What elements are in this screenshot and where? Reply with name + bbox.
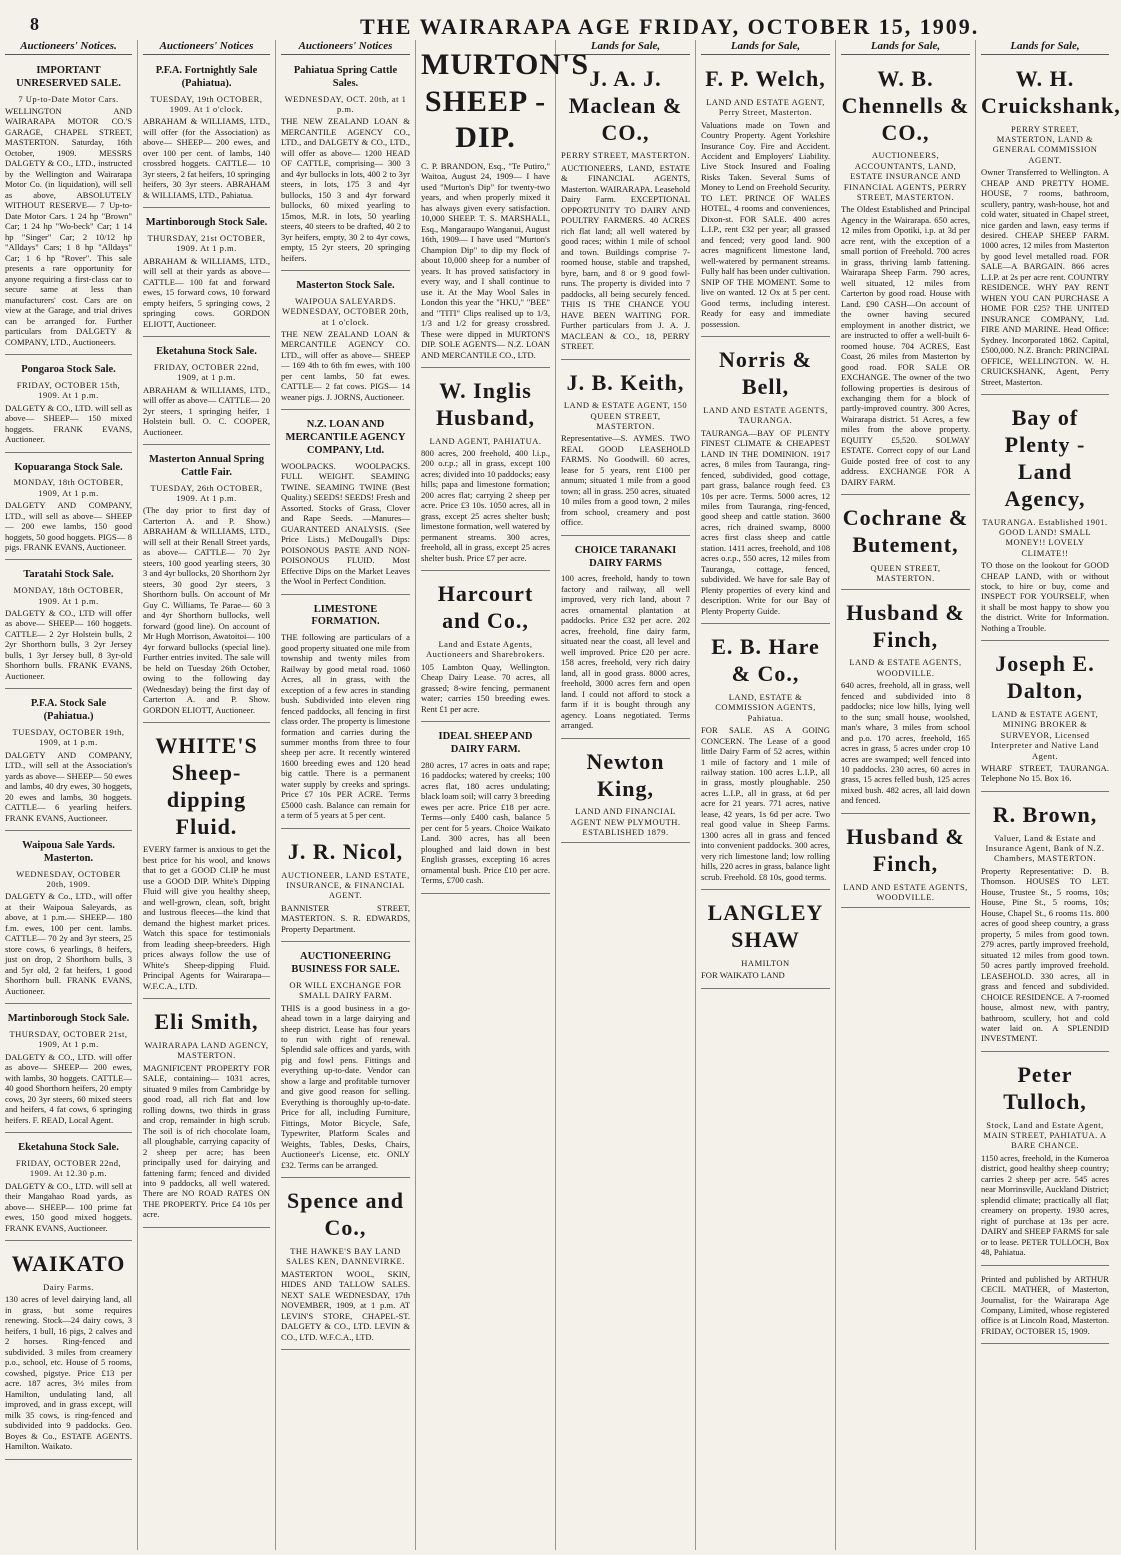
page-number: 8 [30,14,39,34]
ad-body: 640 acres, freehold, all in grass, well fenced and subdivided into 8 paddocks; nice low hills, lying well to the sun; small house, woolshed, man's whare, 3 miles from school and p.o. 170 acres, freehold, 165 acres in grass, 5 acres under crop 10 acres are swamped; well fenced into 10 paddocks. 230 acres, 60 acres in grass, 15 acres felled bush, 125 acres mixed bush. 482 acres, all laid down and fenced. [841,680,970,806]
ad-title: Husband & Finch, [846,823,965,876]
column-header: Auctioneers' Notices [281,40,410,55]
ad-body: FOR WAIKATO LAND [701,970,785,981]
ad-body: Printed and published by ARTHUR CECIL MATHER, of Masterton, Journalist, for the Wairarapa Age Company, Limited, whose registered office is at Lincoln Road, Masterton. FRIDAY, OCTOBER 15, 1909. [981,1273,1109,1336]
ad-title: J. R. Nicol, [287,838,404,864]
ad-body: DALGETY & CO., LTD. will sell at their Mangahao Road yards, as above— SHEEP— 100 prime fat ewes, 150 good mixed hoggets. FRANK EVANS, Auctioneer. [5,1180,132,1233]
advertisement [561,742,690,844]
ad-subtitle: AUCTIONEER, LAND ESTATE, INSURANCE, & FINANCIAL AGENT. [281,869,410,901]
ad-subtitle: LAND AGENT, PAHIATUA. [429,435,542,446]
advertisement [841,817,970,908]
advertisement [5,1244,132,1459]
ad-subtitle: FRIDAY, OCTOBER 22nd, 1909, at 1 p.m. [153,361,260,383]
ad-title: Spence and Co., [287,1188,404,1241]
ad-body: TAURANGA—BAY OF PLENTY FINEST CLIMATE & CHEAPEST LAND IN THE DOMINION. 1917 acres, 8 miles from Tauranga, ring-fenced, subdivided, good cottage, part grass, balance rough feed. £3 10s per acre. Terms. 5000 acres, 12 miles from Tauranga, ring-fenced, good sheep and cattle station. 3600 acres, rich drained swamp, 8000 acres first class sheep and cattle station. 1411 acres, freehold, and 108 acres o.r.p., 550 acres, 12 miles from Tauranga, cottage, fenced, subdivided. We have for sale Bay of Plenty properties of every kind and description. Write for our Bay of Plenty Property Guide. [701,427,830,616]
ad-body: DALGETY AND COMPANY, LTD., will sell as above— SHEEP— 200 ewe lambs, 150 good hoggets, 50 good hoggets. PIGS— 8 pigs. FRANK EVANS, Auctioneer. [5,500,132,552]
ad-subtitle: PERRY STREET, MASTERTON, LAND & GENERAL COMMISSION AGENT. [992,123,1098,165]
ad-body: WELLINGTON AND WAIRARAPA MOTOR CO.'S GARAGE, CHAPEL STREET, MASTERTON. Saturday, 16th October, 1909. MESSRS DALGETY & CO., LTD., instructed by the Wellington and Wairarapa Motor Co. (in liquidation), will sell as above, ABSOLUTELY WITHOUT RESERVE— 7 Up-to-Date Motor Cars. 1 24 hp "Brown" Car; 1 24 hp "Wo-beck" Car; 1 14 hp "Singer" Car; 2 10/12 hp "Alldays" Cars; 1 8 hp "Alldays" Car; 1 6 hp "Rover". This sale presents a rare opportunity for anyone requiring a first-class car to secure same at less than manufacturers' cost. Cars are on view at the Garage, and trial drives can be arranged for. Further particulars from DALGETY & COMPANY, LTD., Auctioneers. [5,105,132,347]
ad-body: Property Representative: D. B. Thomson. HOUSES TO LET. House, Trustee St., 5 rooms, 10s; House, Pine St., 5 rooms, 10s; House, Chapel St., 6 rooms 11s. 800 acres of good sheep country, a grass property, 5 miles from good town. 279 acres, partly improved freehold, situated 12 miles from good town. 50 acres partly improved freehold. LEASEHOLD. 330 acres, all in grass and fenced and subdivided. CHOICE RESIDENCE. A 7-roomed house, almost new, with pantry, bathroom, scullery, hot and cold water laid on. A SPLENDID INVESTMENT. [981,865,1109,1044]
advertisement [281,945,410,1178]
ad-subtitle: AUCTIONEERS, ACCOUNTANTS, LAND, ESTATE INSURANCE AND FINANCIAL AGENTS, PERRY STREET, MASTERTON. [843,150,968,202]
ad-body: ABRAHAM & WILLIAMS, LTD., will offer (for the Association) as above— SHEEP— 200 ewes, and over 100 per cent. of lambs, 140 crossbred hoggets. CATTLE— 10 3yr steers, 2 fat heifers, 10 springing heifers, 30 3yr steers. ABRAHAM & WILLIAMS, LTD., Pahiatua. [143,116,270,200]
ad-title: P.F.A. Fortnightly Sale (Pahiatua). [155,65,258,89]
ad-body: (The day prior to first day of Carterton A. and P. Show.) ABRAHAM & WILLIAMS, LTD., will sell at their Renall Street yards, as above— CATTLE— 70 2yr steers, 100 good yearling steers, 30 3 and 4yr bullocks, 20 Shorthorn 2yr steers, 30 good 2yr steers, 3 Shorthorn bulls. On account of Mr Guy C. Williams, Te Parae— 60 3 and 4yr Shorthorn bullocks, well forward (good line). On account of Mr Hugh Morrison, Awatoitoi— 100 4yr forward bullocks (special line). Further entries invited. The sale will be held on Tuesday 26th October, owing to the following day (Wednesday) being the first day of Carterton A. and P. Show. GORDON ELIOTT, Auctioneer. [143,505,270,715]
column-header: Lands for Sale, [841,40,970,55]
ad-subtitle: WEDNESDAY, OCTOBER 20th, 1909. [16,868,121,890]
ad-title: Norris & Bell, [719,347,812,400]
ad-subtitle: THURSDAY, OCTOBER 21st, 1909, At 1 p.m. [9,1029,128,1050]
advertisement [281,832,410,942]
ad-body: ABRAHAM & WILLIAMS, LTD., will sell at their yards as above— CATTLE— 100 fat and forward ewes, 15 forward cows, 10 forward empty heifers, 5 springing cows, 2 springing cows. GORDON ELIOTT, Auctioneer. [143,255,270,329]
ad-body: 100 acres, freehold, handy to town factory and railway, all well improved, very rich land, about 7 acres ornamental plantation at paddocks. Price £32 per acre. 202 acres, freehold, fine dairy farm, situated near the coast, all level and well improved. Price £20 per acre. 158 acres, freehold, very rich dairy land, all in good grass. 8000 acres, freehold, 3000 acres fern and open land. I could not afford to stock a farm if it is bought through any agency. Loans negotiated. Terms arranged. [561,573,690,731]
ad-subtitle: QUEEN STREET, MASTERTON. [870,563,941,584]
ad-title: E. B. Hare & Co., [711,634,820,687]
ad-title: F. P. Welch, [705,66,826,91]
advertisement [841,498,970,589]
column-header: Auctioneers' Notices [143,40,270,55]
ad-title: Taratahi Stock Sale. [23,569,114,581]
ad-body: 800 acres, 200 freehold, 400 l.i.p., 200 o.r.p.; all in grass, except 100 acres; divided into 10 paddocks; easy hills; papa and limestone formation; 200 acres flat; carrying 2 sheep per acre. Price £3 10s. 1050 acres, all in grass, except 25 acres shelter bush; limestone formation, well watered by permanent streams. 300 acres, freehold, all in grass, except 25 acres shelter bush. Price £7 per acre. [421,448,550,563]
ad-title: LANGLEY SHAW [707,900,824,953]
ad-subtitle: Land and Estate Agents, Auctioneers and Sharebrokers. [425,638,546,660]
ad-title: J. A. J. Maclean & CO., [568,66,683,145]
ad-subtitle: LAND & ESTATE AGENT, 150 QUEEN STREET, MASTERTON. [563,400,688,432]
ad-title: Eketahuna Stock Sale. [156,346,257,358]
advertisement [981,1269,1109,1345]
advertisement [5,456,132,561]
advertisement [5,59,132,355]
ad-body: 105 Lambton Quay, Wellington. Cheap Dairy Lease. 70 acres, all grassed; 8-wire fencing, permanent water; carries 150 breeding ewes. Rent £1 per acre. [421,661,550,714]
advertisement [561,59,690,360]
ad-body: MAGNIFICENT PROPERTY FOR SALE, containing— 1031 acres, situated 9 miles from Cambridge by good road, all rich flat and low rolling downs, two thirds in grass and crop, remainder in high scrub. The soil is of rich chocolate loam, all ploughable, carrying capacity of 2 sheep per acre; has been principally used for dairying and fattening farm; fenced and divided into 9 paddocks, all well watered. There are NO ROAD RATES ON THE PROPERTY. Price £4 10s per acre. [143,1062,270,1220]
ad-title: Bay of Plenty - Land Agency, [1004,405,1086,511]
ad-body: THE NEW ZEALAND LOAN & MERCANTILE AGENCY CO., LTD., and DALGETY & CO., LTD., will offer as above— 1200 HEAD OF CATTLE, comprising— 300 3 and 4yr bullocks in lots, 400 2 to 3yr steers, in lots, 175 3 and 4yr bullocks, 150 3 and 4yr forward bullocks, 60 mixed yearling to 15mos, M.R. in lots, 50 yearling steers, 40 steers to be drafted, 40 2 to 3yr heifers, empty, 30 2 to 4yr cows, empty, 15 2yr steers, 20 springing heifers. [281,116,410,263]
advertisement [421,574,550,722]
ad-title: W. B. Chennells & CO., [841,66,970,145]
ad-body: C. P. BRANDON, Esq., "Te Putiro," Waitoa, August 24, 1909— I have used "Murton's Dip" for twenty-two years, and when properly mixed it has always given every satisfaction. 10,000 SHEEP. T. S. MARSHALL, Esq., Mangaraupo Wanganui, August 16th, 1909— I have used "Murton's Champion Dip" to dip my flock of about 10,000 sheep for a number of years. It has proved satisfactory in every way, and I shall continue to use it. At the May Wool Sales in London this year the "HKU," "BEE" and "TITI" Clips realised up to 1/3, 1/3 and 1/2 for greasy crossbred. These were dipped in MURTON'S DIP. SOLE AGENTS— N.Z. LOAN AND MERCANTILE CO., LTD. [421,160,550,360]
advertisement [143,340,270,445]
ad-title: Husband & Finch, [846,599,965,652]
ad-title: Joseph E. Dalton, [995,651,1095,704]
advertisement [981,1055,1109,1266]
advertisement [143,1002,270,1228]
advertisement [143,211,270,337]
column-header: Lands for Sale, [981,40,1109,55]
ad-title: WHITE'S Sheep-dipping Fluid. [155,733,258,839]
ad-subtitle: HAMILTON [741,957,790,968]
ad-title: Kopuaranga Stock Sale. [14,461,123,473]
ad-subtitle: MONDAY, 18th OCTOBER, 1909. At 1 p.m. [13,585,124,606]
ad-subtitle: THURSDAY, 21st OCTOBER, 1909. At 1 p.m. [147,232,266,254]
column-7 [836,40,976,1550]
ad-title: J. B. Keith, [566,369,685,395]
ad-title: Eli Smith, [154,1009,259,1035]
advertisement [421,371,550,571]
advertisement [281,598,410,829]
ad-body: DALGETY AND COMPANY, LTD., will sell at the Association's yards as above— SHEEP— 50 ewes and lambs, 40 dry ewes, 30 hoggets, 20 ewes and lambs, 30 hoggets. CATTLE— 6 yearling heifers. FRANK EVANS, Auctioneer. [5,749,132,823]
ad-title: MURTON'S SHEEP - DIP. [421,48,590,155]
ad-body: 280 acres, 17 acres in oats and rape; 16 paddocks; watered by creeks; 100 acres flat, 180 acres undulating; black loam soil; will carry 3 breeding ewes per acre. Price £18 per acre. Terms—only £400 cash, balance 5 per cent for 5 years. Choice Waikato Land. 300 acres, has all been ploughed and laid down in best English grasses, excepting 16 acres ornamental bush. Price £10 per acre. Terms, £700 cash. [421,759,550,886]
ad-title: Waipoua Sale Yards. Masterton. [22,840,115,864]
column-6 [696,40,836,1550]
advertisement [281,274,410,410]
ad-subtitle: TAURANGA. Established 1901. GOOD LAND! SMALL MONEY!! LOVELY CLIMATE!! [982,516,1108,558]
column-header: Lands for Sale, [561,40,690,55]
ad-title: Newton King, [586,748,665,801]
ad-body: Valuations made on Town and Country Property. Agent Yorkshire Insurance Coy. Fire and Accident. Accident and Employers' Liability. Live Stock Insured and Foaling Risks Taken. Several Sums of Money to Lend on Freehold Security. TO LET. PRINCE OF WALES HOTEL, 4 rooms and conveniences, Dixon-st. FOR SALE. 400 acres L.I.P., rent £32 per year; all grassed and fenced; very good land. 900 acres magnificent limestone land, well-watered by permanent streams. Fully half has been under cultivation. SNIP OF THE MOMENT. Some to live on wanted. 12 Ox at 5 per cent. Good terms, including interest. Ready for easy and immediate possession. [701,119,830,329]
ad-subtitle: MONDAY, 18th OCTOBER, 1909, At 1 p.m. [13,477,124,498]
column-header: Lands for Sale, [701,40,830,55]
ad-title: Eketahuna Stock Sale. [18,1142,119,1154]
ad-body: 130 acres of level dairying land, all in grass, but some requires renewing. Stock—24 dairy cows, 3 heifers, 1 bull, 16 pigs, 2 calves and 2 horses. Ring-fenced and subdivided. 3 miles from creamery p.o., school, etc. House of 5 rooms, cowshed, pigstye. Price £13 per acre. 187 acres, 3½ miles from Hamilton, undulating land, all improved, and in grass except, will milk 35 cows, is ring-fenced and subdivided into 9 paddocks. Geo. Boyes & Co., ESTATE AGENTS. Hamilton. Waikato. [5,1294,132,1452]
advertisement [981,795,1109,1052]
advertisement [5,692,132,831]
ad-subtitle: Dairy Farms. [43,1281,94,1292]
advertisement [281,59,410,271]
ad-subtitle: LAND AND FINANCIAL AGENT NEW PLYMOUTH. ESTABLISHED 1879. [570,806,681,838]
column-3 [276,40,416,1550]
ad-subtitle: WAIPOUA SALEYARDS. WEDNESDAY, OCTOBER 20th, at 1 o'clock. [281,295,410,327]
advertisement [701,340,830,624]
ad-body: MASTERTON WOOL, SKIN, HIDES AND TALLOW SALES. NEXT SALE WEDNESDAY, 17th NOVEMBER, 1909, at 1 p.m. AT LEVIN'S STORE, CHAPEL-ST. DALGETY & CO., LTD. LEVIN & CO., LTD. W.F.C.A., LTD. [281,1268,410,1342]
ad-title: IMPORTANT UNRESERVED SALE. [16,65,121,89]
ad-body: Owner Transferred to Wellington. A CHEAP AND PRETTY HOME. HOUSE, 7 rooms, bathroom, scullery, pantry, wash-house, hot and cold water, situated in Chapel street, nice garden and lawn, easy terms if desired. CHEAP SHEEP FARM. 1000 acres, 12 miles from Masterton by good level metalled road. FOR SALE—A BARGAIN. 866 acres L.I.P. at 2s per acre rent. COUNTRY RESIDENCE. WHY PAY RENT WHEN YOU CAN PURCHASE A HOME FOR £25? THE UNITED INSURANCE COMPANY, Ltd. FIRE AND MARINE. Head Office: Sydney. Incorporated 1862. Capital, £500,000. N.Z. Branch: PRINCIPAL OFFICE, WELLINGTON. W. H. CRUICKSHANK, Agent, Perry Street, Masterton. [981,167,1109,387]
advertisement [701,893,830,989]
advertisement [143,59,270,208]
newspaper-title: THE WAIRARAPA AGE FRIDAY, OCTOBER 15, 1909. [360,14,980,39]
ad-subtitle: TUESDAY, OCTOBER 19th, 1909, at 1 p.m. [12,726,125,748]
ad-body: Representative—S. AYMES. TWO REAL GOOD LEASEHOLD FARMS. No Goodwill. 60 acres, lease for 5 years, rent £100 per annum; situated 1 mile from a good town; all in grass. 250 acres, situated 10 miles from a good town, 2 miles from school, creamery and post office. [561,433,690,528]
advertisement [841,593,970,814]
ad-subtitle: LAND & ESTATE AGENT, MINING BROKER & SURVEYOR, Licensed Interpreter and Native Land Agent. [990,709,1100,761]
advertisement [5,1007,132,1133]
advertisement [143,726,270,999]
ad-title: IDEAL SHEEP AND DAIRY FARM. [438,731,533,755]
ad-title: R. Brown, [992,801,1098,827]
column-2 [138,40,276,1550]
ad-subtitle: Valuer, Land & Estate and Insurance Agent, Bank of N.Z. Chambers, MASTERTON. [985,832,1105,864]
ad-body: ABRAHAM & WILLIAMS, LTD., will offer as above— CATTLE— 20 2yr steers, 1 springing heifer, 1 Holstein bull. O. C. COOPER, Auctioneer. [143,384,270,437]
ad-subtitle: LAND AND ESTATE AGENTS, TAURANGA. [703,404,828,426]
ad-body: FOR SALE. AS A GOING CONCERN. The Lease of a good little Dairy Farm of 52 acres, within 1 mile of factory and 1 mile of railway station. 100 acres L.I.P., all in grass, mostly ploughable. 250 acres L.I.P., all in grass, at 6d per acre for 21 years. 771 acres, native lease, 42 years, 1s 6d per acre. Two real good value in Sheep Farms. 1300 acres all in grass and fenced into convenient paddocks. 300 acres, very rich limestone land; low rolling hills, 220 acres in grass, balance light scrub. Freehold. £8 10s, good terms. [701,725,830,882]
ad-body: TO those on the lookout for GOOD CHEAP LAND, with or without stock, to hire or buy, come and INSPECT FOR YOURSELF, when it shall be most happy to show you the district. Write for Information. Nothing a Trouble. [981,560,1109,633]
ad-subtitle: TUESDAY, 19th OCTOBER, 1909. At 1 o'clock. [150,93,263,114]
ad-subtitle: Stock, Land and Estate Agent, MAIN STREET, PAHIATUA. A BARE CHANCE. [983,1119,1107,1151]
ad-subtitle: LAND AND ESTATE AGENT, Perry Street, Masterton. [706,96,825,118]
ad-subtitle: THE HAWKE'S BAY LAND SALES KEN, DANNEVIRKE. [286,1245,405,1267]
advertisement [561,363,690,536]
ad-title: Masterton Stock Sale. [296,280,395,292]
ad-body: BANNISTER STREET, MASTERTON. S. R. EDWARDS, Property Department. [281,902,410,934]
ad-subtitle: WAIRARAPA LAND AGENCY, MASTERTON. [144,1039,269,1061]
ad-body: DALGETY & CO., LTD will offer as above— SHEEP— 160 hoggets. CATTLE— 2 2yr Holstein bulls, 2 2yr Shorthorn bulls, 3 2yr Jersey bulls, 1 3yr Jersey bull, 8 3yr-old Shorthorn bulls. FRANK EVANS, Auctioneer. [5,608,132,681]
advertisement [701,59,830,337]
ad-body: The Oldest Established and Principal Agency in the Wairarapa. 650 acres, 12 miles from Opotiki, i.p. at 3d per acre rent, with the exception of a small portion of Freehold. 700 acres in grass, thriving lamb fattening. Wairarapa Sheep Farm. 790 acres, well situated, 12 miles from Carterton by good road. House with Land. £90 CASH—On account of the owner having secured employment in another district, we are instructed to offer a well-built 6-roomed house. 704 ACRES, East Coast, 26 miles from Masterton by good road. FOR SALE OR EXCHANGE. The owner of the two following properties is desirous of exchanging them for a block of partly-improved country. 300 Acres, Wairarapa district. 51 Acres, a few miles from the above property. EQUITY £5,520. SOLWAY ESTATE. Correct copy of our Land Guide posted free of cost to any address. EXCHANGE FOR A DAIRY FARM. [841,204,970,487]
advertisement [981,644,1109,791]
advertisement [281,413,410,594]
ad-subtitle: PERRY STREET, MASTERTON. [561,150,690,161]
ad-subtitle: OR WILL EXCHANGE FOR SMALL DAIRY FARM. [289,979,402,1001]
ad-title: N.Z. LOAN AND MERCANTILE AGENCY COMPANY, Ltd. [285,419,406,456]
ad-title: Masterton Annual Spring Cattle Fair. [149,454,264,478]
ad-title: W. H. Cruickshank, [981,66,1121,118]
advertisement [701,627,830,890]
advertisement [841,59,970,495]
ad-subtitle: LAND & ESTATE AGENTS, WOODVILLE. [849,657,962,678]
ad-title: Martinborough Stock Sale. [7,1013,130,1025]
masthead [0,0,1114,38]
ad-title: Pongaroa Stock Sale. [21,364,116,376]
advertisement [5,1136,132,1241]
ad-title: Cochrane & Butement, [842,505,969,558]
ad-body: THE NEW ZEALAND LOAN & MERCANTILE AGENCY CO. LTD., will offer as above— SHEEP— 169 4th to 6th fm ewes, with 100 per cent lambs, 50 fat ewes. CATTLE— 2 fat cows. PIGS— 14 weaner pigs. J. JORNS, Auctioneer. [281,328,410,402]
ad-subtitle: FRIDAY, OCTOBER 15th, 1909. At 1 p.m. [16,379,121,401]
advertisement [421,725,550,893]
ad-subtitle: LAND, ESTATE & COMMISSION AGENTS, Pahiatua. [715,691,816,723]
advertisement [281,1181,410,1350]
column-5 [556,40,696,1550]
ad-body: DALGETY & CO., LTD. will sell as above— SHEEP— 150 mixed hoggets. FRANK EVANS, Auctioneer. [5,402,132,445]
advertisement [5,834,132,1004]
advertisement [5,358,132,452]
ad-body: THIS is a good business in a go-ahead town in a large dairying and sheep district. Lease has four years to run with right of renewal. Splendid sale offices and yards, with pig and fowl pens. Fittings and everything up-to-date. Vendor can show a large and profitable turnover and give good reason for selling. Everything is thoroughly up-to-date. Price for all, including Furniture, Fittings, Motor Bicycle, Safe, Typewriter, Platform Scales and Weights, Tables, Desks, Chairs, Auctioneer's License, etc. ONLY £32. Terms can be arranged. [281,1002,410,1170]
ad-subtitle: TUESDAY, 26th OCTOBER, 1909. At 1 p.m. [150,482,263,503]
ad-body: AUCTIONEERS, LAND, ESTATE & FINANCIAL AGENTS, Masterton. WAIRARAPA. Leasehold Dairy Farm. EXCEPTIONAL OPPORTUNITY TO DAIRY AND POULTRY FARMERS. 40 ACRES rich flat land; all well watered by good races; within 1 mile of school and town. Buildings comprise 7-roomed house, stable and trapshed, byre, barn, and 8 or 9 good fowl-runs. The property is divided into 7 paddocks, all being securely fenced. THIS IS THE CHANCE YOU HAVE BEEN WAITING FOR. Further particulars from J. A. J. MACLEAN & CO., 18, PERRY STREET. [561,162,690,352]
ad-body: 1150 acres, freehold, in the Kumeroa district, good healthy sheep country; carries 2 sheep per acre. 545 acres near Morrinsville, Auckland District; splendid climate; practically all flat; creamery on property. 1930 acres, right of purchase at 13s per acre. DAIRY and SHEEP FARMS for sale or to lease. PETER TULLOCH, Box 48, Pahiatua. [981,1152,1109,1258]
ad-title: Martinborough Stock Sale. [145,217,268,229]
ad-title: AUCTIONEERING BUSINESS FOR SALE. [291,951,400,976]
ad-title: Pahiatua Spring Cattle Sales. [293,65,398,89]
column-4 [416,40,590,1550]
ad-subtitle: WEDNESDAY, OCT. 20th, at 1 p.m. [284,93,407,114]
advertisement [981,398,1109,641]
column-header: Auctioneers' Notices. [5,40,132,55]
ad-body: DALGETY & Co., LTD., will offer at their Waipoua Saleyards, as above, at 1 p.m.— SHEEP— 180 f.m. ewes, 100 per cent. lambs. CATTLE— 70 2y and 3yr steers, 25 store cows, 6 yearlings, 8 heifers, just on drop, 2 Shorthorn bulls, 3 and 5yr old, 2 fat heifers, 1 good Shorthorn bull. FRANK EVANS, Auctioneer. [5,891,132,996]
ad-title: Harcourt and Co., [437,581,534,634]
ad-body: WHARF STREET, TAURANGA. Telephone No 15. Box 16. [981,762,1109,784]
ad-body: WOOLPACKS. WOOLPACKS. FULL WEIGHT. SEAMING TWINE. SEAMING TWINE (Best Quality.) SEEDS! SEEDS! Fresh and Assorted. Stocks of Grass, Clover and Rape Seeds. —Manures— GUARANTEED ANALYSIS. (See Price Lists.) McDougall's Dips: POISONOUS PASTE AND NON-POISONOUS FLUID. Most Effective Dips on the Market Leaves the Wool in Perfect Condition. [281,460,410,587]
ad-body: EVERY farmer is anxious to get the best price for his wool, and knows that to get a GOOD CLIP he must use a GOOD DIP. White's Dipping Fluid will give you healthy sheep, and well-grown, clean, soft, bright and lustrous fleeces—the kind that demand the highest market prices. Watch this space for testimonials from leading sheep-breeders. High prices always follow the use of White's Sheep-dipping Fluid. Principal Agents for Wairarapa— W.F.C.A., LTD. [143,844,270,991]
column-8 [976,40,1121,1550]
ad-title: LIMESTONE FORMATION. [311,603,380,628]
column-1 [0,40,138,1550]
advertisement [561,539,690,739]
ad-subtitle: FRIDAY, OCTOBER 22nd, 1909. At 12.30 p.m. [15,1157,122,1179]
ad-title: WAIKATO [11,1251,126,1277]
ad-title: W. Inglis Husband, [435,377,536,430]
ad-title: P.F.A. Stock Sale (Pahiatua.) [30,698,107,723]
advertisement [421,40,590,368]
ad-body: DALGETY & CO., LTD. will offer as above— SHEEP— 200 ewes, with lambs, 30 hoggets. CATTLE— 40 good Shorthorn heifers, 20 empty cows, 20 3yr steers, 60 mixed steers and heifers, 4 fat cows, 6 springing heifers. F. READ, Local Agent. [5,1051,132,1125]
ad-title: CHOICE TARANAKI DAIRY FARMS [574,544,677,569]
advertisement [981,59,1121,395]
ad-subtitle: 7 Up-to-Date Motor Cars. [18,93,119,104]
advertisement [143,448,270,723]
advertisement [5,563,132,689]
ad-body: THE following are particulars of a good property situated one mile from township and twenty miles from Railway by good metal road. 1060 Acres, all in grass, with the exception of a few acres in standing bush. Subdivided into eleven ring fenced paddocks, all fencing in first class order. The property is limestone formation and carries during the summer months from three to four sheep per acre. It recently wintered 1600 breeding ewes and 120 head big cattle. There is a permanent water supply by creeks and springs. Price £7 10s PER ACRE. Terms £5000 cash. Balance can remain for a term of 5 years at 5 per cent. [281,632,410,821]
ad-subtitle: LAND AND ESTATE AGENTS, WOODVILLE. [843,881,968,902]
ad-title: Peter Tulloch, [1003,1061,1087,1114]
